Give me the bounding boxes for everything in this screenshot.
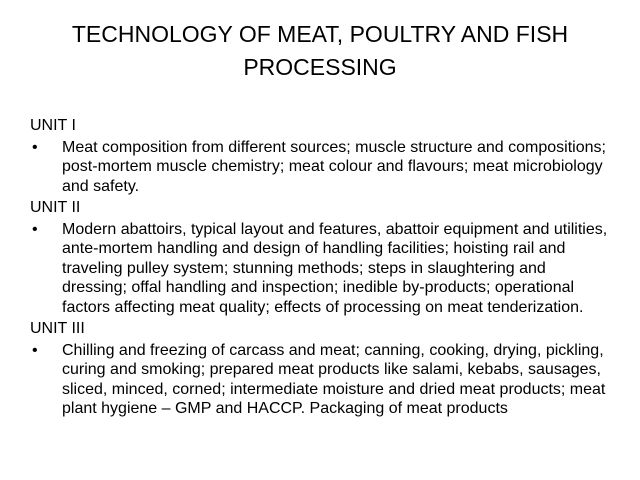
- unit-3-bullet-item: [30, 341, 615, 419]
- unit-2-text: Modern abattoirs, typical layout and features, abattoir equipment and utilities, ante-mortem handling and design of handling facilities; hoisting rail and traveling pulley system; stunning methods; steps in slaughtering and dressing; offal handling and inspection; inedible by-products; operational factors affecting meat quality; effects of processing on meat tenderization.: [62, 220, 608, 316]
- unit-3-heading: UNIT III: [30, 320, 85, 337]
- unit-3-text: Chilling and freezing of carcass and meat; canning, cooking, drying, pickling, curing and smoking; prepared meat products like salami, kebabs, sausages, sliced, minced, corned; intermediate moisture and dried meat products; meat plant hygiene – GMP and HACCP. Packaging of meat products: [62, 341, 606, 417]
- unit-1-heading: UNIT I: [30, 117, 76, 134]
- unit-1-text: Meat composition from different sources; muscle structure and compositions; post-mortem muscle chemistry; meat colour and flavours; meat microbiology and safety.: [62, 138, 606, 195]
- unit-1-bullet-item: [30, 138, 615, 197]
- unit-2-heading: UNIT II: [30, 199, 81, 216]
- bullet-icon: •: [32, 220, 38, 238]
- title-line-1: TECHNOLOGY OF MEAT, POULTRY AND FISH: [71, 21, 569, 47]
- slide-body: [30, 116, 615, 421]
- bullet-icon: •: [32, 138, 38, 156]
- bullet-icon: •: [32, 341, 38, 359]
- title-line-2: PROCESSING: [243, 54, 397, 80]
- slide-title: [40, 18, 600, 84]
- unit-2-bullet-item: [30, 220, 615, 318]
